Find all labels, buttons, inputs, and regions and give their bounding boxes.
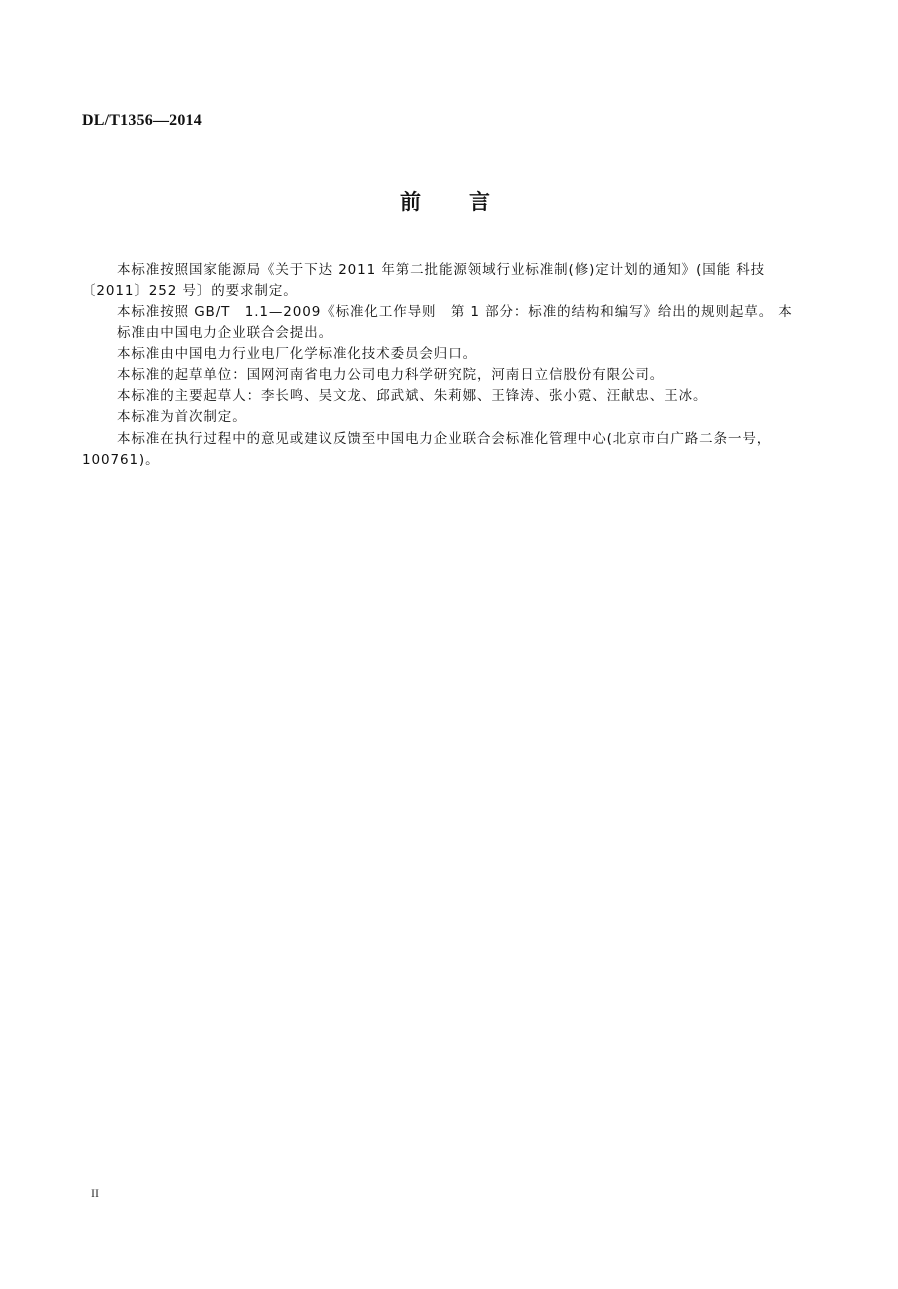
page-number: II [91, 1186, 99, 1200]
paragraph-drafting-units: 本标准的起草单位：国网河南省电力公司电力科学研究院，河南日立信股份有限公司。 [117, 367, 665, 383]
paragraph-plan-basis: 本标准按照国家能源局《关于下达 2011 年第二批能源领域行业标准制(修)定计划的通知》(国能 科技〔2011〕252 号〕的要求制定。 [82, 262, 766, 299]
standard-number: DL/T1356—2014 [82, 112, 202, 129]
paragraph-feedback: 本标准在执行过程中的意见或建议反馈至中国电力企业联合会标准化管理中心(北京市白广路二条一号，100761)。 [82, 431, 772, 468]
paragraph-drafting-rules: 本标准按照 GB/T 1.1—2009《标准化工作导则 第 1 部分：标准的结构和编写》给出的规则起草。 本标准由中国电力企业联合会提出。 [117, 304, 793, 341]
paragraph-main-drafters: 本标准的主要起草人：李长鸣、吴文龙、邱武斌、朱莉娜、王锋涛、张小霓、汪献忠、王冰。 [117, 388, 708, 404]
foreword-body [82, 260, 802, 471]
paragraph-first-edition: 本标准为首次制定。 [117, 409, 247, 425]
paragraph-responsible-committee: 本标准由中国电力行业电厂化学标准化技术委员会归口。 [117, 346, 477, 362]
page-title: 前言 [400, 190, 538, 214]
